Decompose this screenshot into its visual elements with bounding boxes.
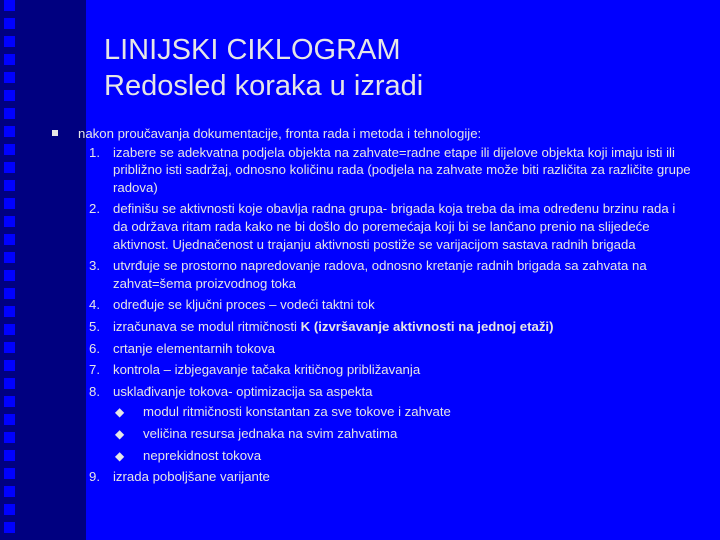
intro-text: nakon proučavanja dokumentacije, fronta rada i metoda i tehnologije: — [78, 126, 482, 141]
title-line-2: Redosled koraka u izradi — [104, 70, 424, 102]
diamond-bullet-icon: ◆ — [115, 426, 125, 441]
steps-list — [52, 144, 692, 486]
slide-title — [104, 32, 664, 104]
diamond-bullet-icon: ◆ — [115, 448, 125, 463]
square-bullet-icon — [52, 130, 58, 136]
list-item: 4. određuje se ključni proces – vodeći taktni tok — [89, 297, 375, 313]
list-item: 6. crtanje elementarnih tokova — [89, 340, 276, 356]
title-line-1: LINIJSKI CIKLOGRAM — [104, 34, 401, 66]
list-item: 8. usklađivanje tokova- optimizacija sa aspekta ◆ modul ritmičnosti konstantan za sve tokove i zahvate ◆ veličina resursa jednaka na svim zahvatima ◆ neprekidnost tokova — [52, 383, 692, 464]
sub-list-item: ◆ neprekidnost tokova — [113, 447, 692, 465]
bold-text: K (izvršavanje aktivnosti na jednoj etaži) — [300, 318, 554, 334]
list-item: 9. izrada poboljšane varijante — [89, 469, 270, 485]
list-item: 5. izračunava se modul ritmičnosti K (izvršavanje aktivnosti na jednoj etaži) — [89, 318, 554, 334]
sub-list — [113, 403, 692, 464]
list-item: 7. kontrola – izbjegavanje tačaka kritičnog približavanja — [89, 362, 421, 378]
intro-bullet — [52, 125, 692, 143]
list-item: 2. definišu se aktivnosti koje obavlja radna grupa- brigada koja treba da ima određenu brzinu rada i da održava ritam rada kako ne bi došlo do poremećaja koji bi se lančano prenio na slijedeće aktivnost. Ujednačenost u trajanju aktivnosti postiže se varijacijom sastava radnih brigada — [89, 201, 676, 252]
sub-list-item: ◆ veličina resursa jednaka na svim zahvatima — [113, 425, 692, 443]
list-item: 3. utvrđuje se prostorno napredovanje radova, odnosno kretanje radnih brigada sa zahvata na zahvat=šema proizvodnog toka — [89, 258, 647, 291]
diamond-bullet-icon: ◆ — [115, 405, 125, 420]
decorative-squares — [4, 0, 24, 540]
slide-content — [52, 125, 692, 490]
list-item: 1. izabere se adekvatna podjela objekta na zahvate=radne etape ili dijelove objekta koji imaju isti ili približno isti sadržaj, odnosno količinu rada (podjela na zahvate može biti različita za različite grupe radova) — [89, 144, 691, 195]
sub-list-item: ◆ modul ritmičnosti konstantan za sve tokove i zahvate — [113, 403, 692, 421]
